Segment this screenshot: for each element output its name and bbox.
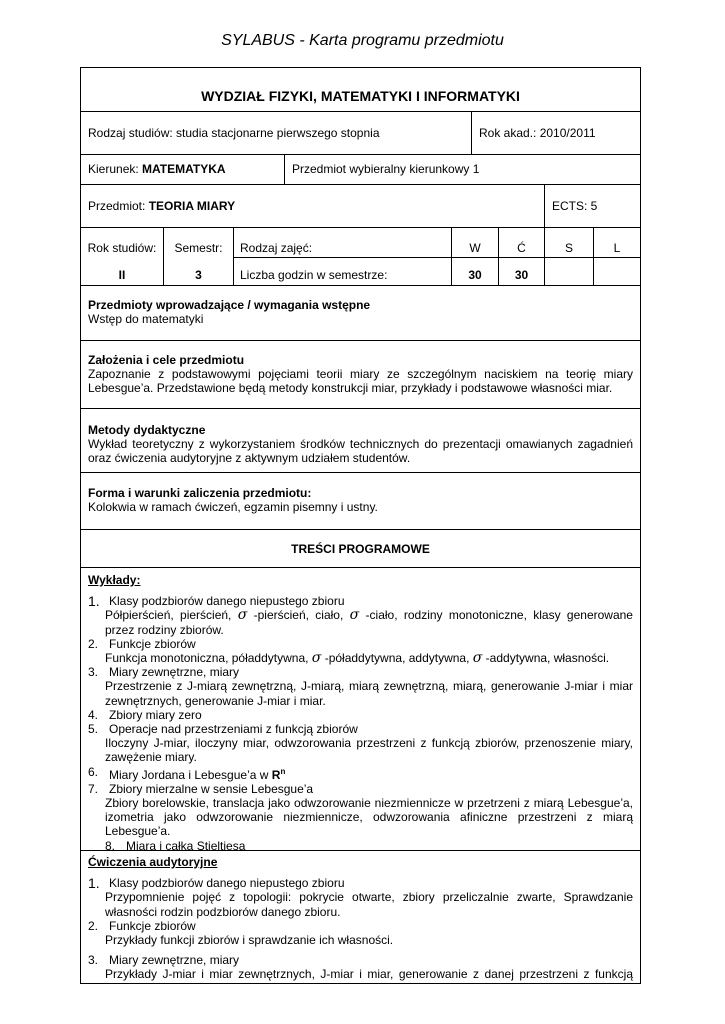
lecture-num: 4. (88, 707, 99, 722)
exercise-num: 2. (88, 918, 99, 933)
subject-label: Przedmiot: (88, 199, 149, 213)
col-lab-label: L (613, 241, 621, 255)
col-lecture (451, 228, 498, 285)
study-type: Rodzaj studiów: studia stacjonarne pierwszego stopnia (88, 126, 380, 140)
col-lab-hours (594, 255, 640, 268)
exercise-item-1 (88, 876, 633, 890)
study-type-row (81, 112, 640, 155)
sigma-symbol: σ (311, 650, 322, 667)
col-lab (593, 228, 640, 285)
exercise-item-2 (88, 919, 633, 933)
methods-section (81, 409, 640, 473)
study-year-value: II (118, 268, 126, 282)
syllabus-table (80, 67, 641, 984)
col-exercise-hours: 30 (514, 268, 529, 282)
subject-value: TEORIA MIARY (148, 199, 236, 213)
elective-type: Przedmiot wybieralny kierunkowy 1 (284, 155, 640, 184)
lecture-item-7 (88, 782, 633, 796)
assessment-section (81, 473, 640, 530)
lecture-title: Funkcje zbiorów (109, 636, 196, 651)
lecture-title: Operacje nad przestrzeniami z funkcją zbiorów (109, 722, 358, 737)
goals-section (81, 341, 640, 409)
lecture-title: Miary zewnętrzne, miary (109, 665, 240, 680)
methods-text: Wykład teoretyczny z wykorzystaniem środków technicznych do prezentacji omawianych zagadnień oraz ćwiczenia audytoryjne z aktywnym udziałem studentów. (88, 437, 633, 465)
lecture-num: 5. (88, 722, 99, 737)
lecture-item-5 (88, 722, 633, 736)
faculty-title: WYDZIAŁ FIZYKI, MATEMATYKI I INFORMATYKI (201, 88, 520, 104)
prerequisites-text: Wstęp do matematyki (88, 312, 204, 326)
methods-heading: Metody dydaktyczne (88, 423, 206, 437)
lectures-section (81, 568, 640, 851)
lecture-title: Miara i całka Stieltiesa (126, 838, 246, 853)
lecture-title: Zbiory mierzalne w sensie Lebesgue’a (109, 781, 314, 796)
subject-row (81, 185, 640, 228)
semester-label: Semestr: (174, 241, 223, 255)
col-seminar-label: S (564, 241, 573, 255)
lectures-heading: Wykłady: (88, 573, 141, 587)
lecture-desc-5: Iloczyny J-miar, iloczyny miar, odwzorowania przestrzeni z funkcją zbiorów, przenoszenie miary, zawężenie miary. (105, 736, 633, 765)
program-heading: TREŚCI PROGRAMOWE (291, 542, 430, 556)
subject (81, 185, 544, 227)
lecture-desc-part: Funkcja monotoniczna, póładdytywna, (105, 651, 312, 666)
col-exercise-label: Ć (517, 241, 526, 255)
col-lecture-hours: 30 (468, 268, 482, 282)
lecture-desc-part: -pierścień, ciało, (247, 608, 350, 623)
lecture-desc-part: -addytywna, własności. (482, 651, 610, 666)
direction-value: MATEMATYKA (142, 162, 226, 176)
exercise-title: Klasy podzbiorów danego niepustego zbioru (109, 876, 345, 891)
exercises-section (81, 851, 640, 984)
study-year (81, 228, 163, 285)
exercise-num: 3. (88, 953, 99, 968)
lecture-num: 3. (88, 665, 99, 680)
semester (163, 228, 233, 285)
lecture-item-4 (88, 708, 633, 722)
ects: ECTS: 5 (544, 185, 640, 227)
lecture-title-text: Miary Jordana i Lebesgue’a w (109, 767, 272, 782)
academic-year: Rok akad.: 2010/2011 (471, 112, 640, 154)
program-heading-row (81, 530, 640, 568)
exercise-num: 1. (88, 875, 100, 892)
direction-row (81, 155, 640, 185)
prerequisites-section (81, 286, 640, 341)
assessment-heading: Forma i warunki zaliczenia przedmiotu: (88, 486, 312, 500)
sigma-symbol: σ (349, 607, 360, 624)
lecture-title-exponent: n (280, 766, 286, 776)
lecture-desc-part: Półpierścień, pierścień, (105, 608, 238, 623)
direction-label: Kierunek: (88, 162, 143, 176)
lecture-item-1 (88, 594, 633, 608)
col-lecture-label: W (469, 241, 481, 255)
exercises-heading: Ćwiczenia audytoryjne (88, 855, 218, 869)
lecture-title: Klasy podzbiorów danego niepustego zbioru (109, 594, 345, 609)
sigma-symbol: σ (472, 650, 483, 667)
exercise-desc-3: Przykłady J-miar i miar zewnętrznych, J-miar i miar, generowanie z danej przestrzeni z funkcją (105, 967, 633, 982)
schedule-row (81, 228, 640, 286)
col-seminar-hours (545, 255, 593, 268)
col-seminar (544, 228, 593, 285)
exercise-title: Funkcje zbiorów (109, 918, 196, 933)
lecture-num: 1. (88, 593, 100, 610)
assessment-text: Kolokwia w ramach ćwiczeń, egzamin pisemny i ustny. (88, 500, 378, 514)
lecture-item-2 (88, 637, 633, 651)
lectures-list (88, 573, 633, 853)
lecture-num: 2. (88, 636, 99, 651)
lecture-title (109, 765, 633, 782)
hours-label: Liczba godzin w semestrze: (240, 268, 388, 282)
lecture-title: Zbiory miary zero (109, 707, 202, 722)
lecture-desc-1 (88, 608, 633, 636)
prerequisites-heading: Przedmioty wprowadzające / wymagania wstępne (88, 298, 371, 312)
lecture-num: 7. (88, 781, 99, 796)
lecture-item-3 (88, 665, 633, 679)
exercise-desc-2: Przykłady funkcji zbiorów i sprawdzanie ich własności. (105, 933, 394, 948)
exercise-title: Miary zewnętrzne, miary (109, 953, 240, 968)
page-header: SYLABUS - Karta programu przedmiotu (221, 32, 504, 49)
lecture-num: 6. (88, 764, 99, 779)
direction (81, 155, 284, 184)
lecture-desc-7: Zbiory borelowskie, translacja jako odwzorowanie niezmiennicze w przetrzeni z miarą Lebesgue’a, izometria jako odwzorowanie niezmiennicze, odwzorowania afiniczne przestrzeni z miarą Lebesgue’a. (105, 796, 633, 839)
lecture-desc-3: Przestrzenie z J-miarą zewnętrzną, J-miarą, miarą zewnętrzną, miarą, generowanie J-miar i miar zewnętrznych, generowanie J-miar i miar. (105, 679, 633, 708)
faculty-row (81, 68, 640, 112)
lecture-num: 8. (105, 838, 116, 853)
lecture-desc-part: -póładdytywna, addytywna, (321, 651, 473, 666)
semester-value: 3 (195, 268, 202, 282)
lecture-desc-2 (88, 651, 633, 665)
class-type (233, 228, 451, 285)
goals-text: Zapoznanie z podstawowymi pojęciami teorii miary ze szczególnym naciskiem na teorię miary Lebesgue’a. Przedstawione będą metody konstrukcji miar, przykłady i podstawowe własności miar. (88, 367, 633, 395)
col-exercise (498, 228, 544, 285)
sigma-symbol: σ (237, 607, 248, 624)
study-year-label: Rok studiów: (87, 241, 157, 255)
lecture-item-6 (88, 765, 633, 782)
exercise-desc-1: Przypomnienie pojęć z topologii: pokrycie otwarte, zbiory przeliczalnie zwarte, Sprawdzanie własności rodzin podzbiorów danego zbioru. (105, 890, 633, 919)
exercises-list (88, 855, 633, 982)
lecture-title-space: R (271, 767, 281, 782)
exercise-item-3 (88, 953, 633, 967)
goals-heading: Założenia i cele przedmiotu (88, 353, 245, 367)
class-type-label: Rodzaj zajęć: (240, 241, 313, 255)
lecture-desc-part: -ciało, rodziny monotoniczne, klasy generowane przez rodziny zbiorów. (105, 608, 633, 637)
